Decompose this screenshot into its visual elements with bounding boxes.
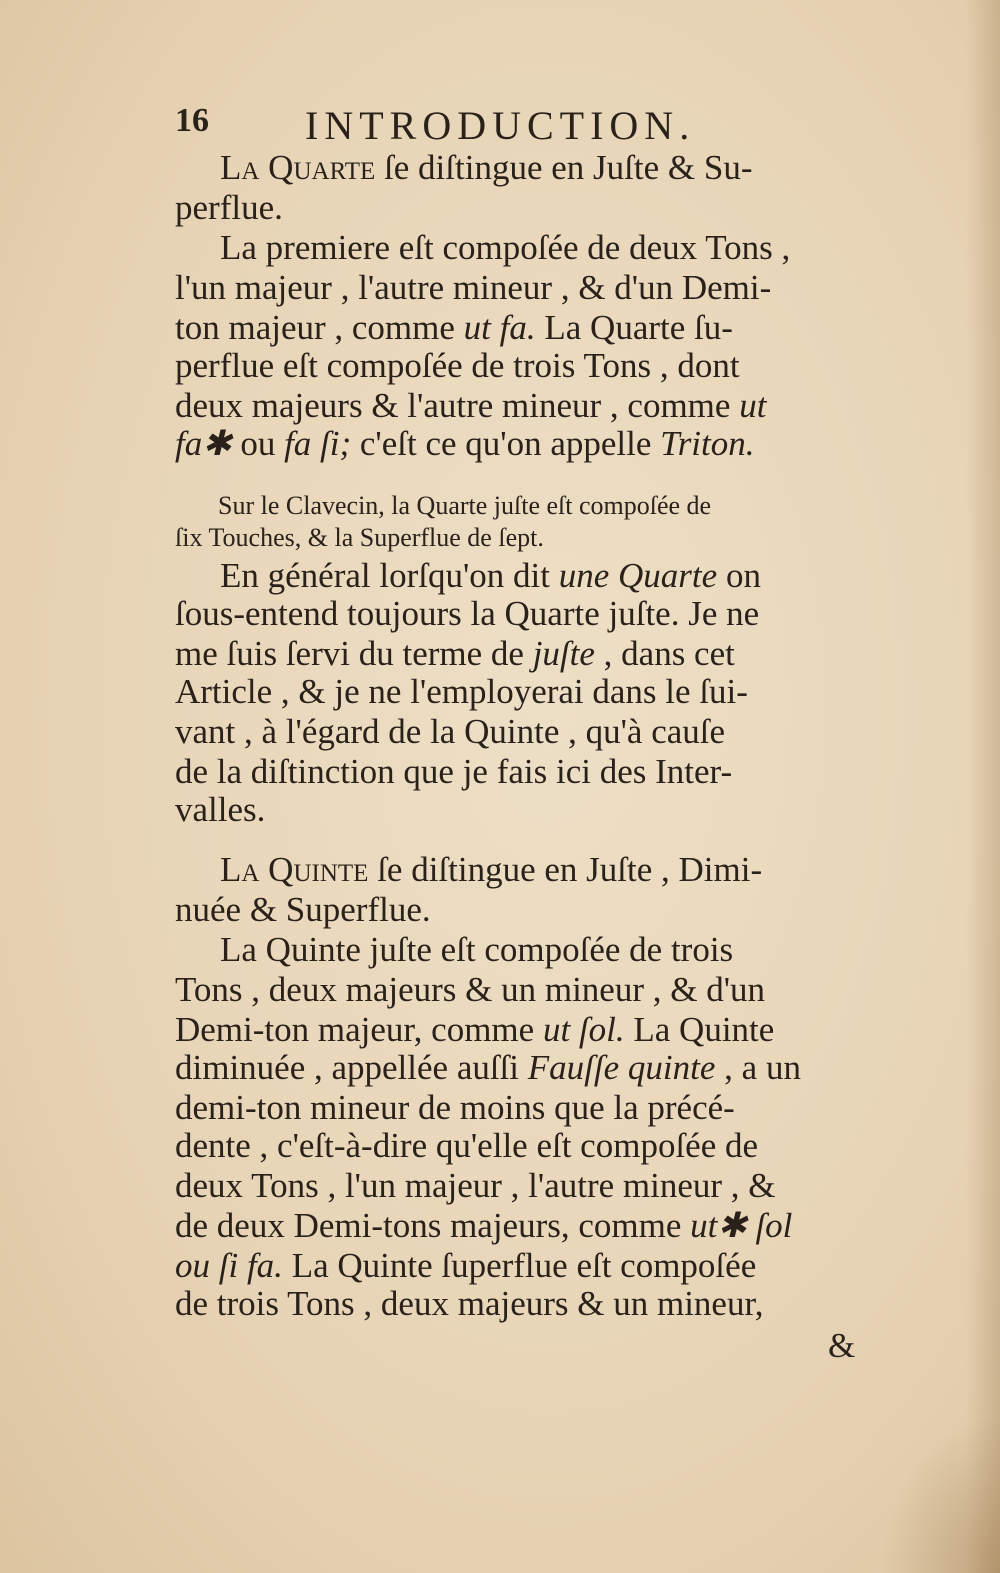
text-line: me ſuis ſervi du terme de juſte , dans cet	[175, 634, 735, 673]
note-line: ſix Touches, & la Superflue de ſept.	[175, 523, 544, 552]
text-line: Article , & je ne l'employerai dans le ſui-	[175, 672, 748, 711]
text-line: l'un majeur , l'autre mineur , & d'un Demi-	[175, 268, 772, 307]
page-edge-shadow	[966, 0, 1000, 1573]
text-line: En général lorſqu'on dit une Quarte on	[220, 556, 761, 595]
catchword: &	[828, 1326, 856, 1365]
page-number: 16	[175, 102, 209, 139]
text-line: deux majeurs & l'autre mineur , comme ut	[175, 386, 767, 425]
section-heading: La Quarte	[220, 148, 376, 187]
text-line: La Quinte ſe diſtingue en Juſte , Dimi-	[220, 850, 763, 889]
text-line: demi-ton mineur de moins que la précé-	[175, 1088, 735, 1127]
text-line: Tons , deux majeurs & un mineur , & d'un	[175, 970, 766, 1009]
text-line: perflue.	[175, 188, 283, 227]
text-line: Demi-ton majeur, comme ut ſol. La Quinte	[175, 1010, 775, 1049]
text-line: ou ſi fa. La Quinte ſuperflue eſt compoſée	[175, 1246, 757, 1285]
page-header	[175, 102, 875, 152]
text-line: perflue eſt compoſée de trois Tons , dont	[175, 346, 740, 385]
text-line: ſous-entend toujours la Quarte juſte. Je ne	[175, 594, 760, 633]
text-line: fa✱ ou fa ſi; c'eſt ce qu'on appelle Triton.	[175, 424, 755, 463]
text-line: dente , c'eſt-à-dire qu'elle eſt compoſée de	[175, 1126, 759, 1165]
text-line: La Quarte ſe diſtingue en Juſte & Su-	[220, 148, 753, 187]
section-heading: La Quinte	[220, 850, 369, 889]
text-line: valles.	[175, 790, 266, 829]
text-line: de deux Demi-tons majeurs, comme ut✱ ſol	[175, 1206, 793, 1245]
text-line: nuée & Superflue.	[175, 890, 431, 929]
text-line: deux Tons , l'un majeur , l'autre mineur , &	[175, 1166, 776, 1205]
text-line: La Quinte juſte eſt compoſée de trois	[220, 930, 734, 969]
text-line: diminuée , appellée auſſi Fauſſe quinte , a un	[175, 1048, 801, 1087]
note-line: Sur le Clavecin, la Quarte juſte eſt compoſée de	[218, 491, 712, 520]
running-title: INTRODUCTION.	[305, 103, 696, 148]
text-line: de la diſtinction que je fais ici des Inter-	[175, 752, 733, 791]
page-corner-stain	[880, 1413, 1000, 1573]
text-line: de trois Tons , deux majeurs & un mineur,	[175, 1284, 764, 1323]
text-line: La premiere eſt compoſée de deux Tons ,	[220, 228, 791, 267]
text-line: vant , à l'égard de la Quinte , qu'à cauſe	[175, 712, 726, 751]
text-line: ton majeur , comme ut fa. La Quarte ſu-	[175, 308, 733, 347]
